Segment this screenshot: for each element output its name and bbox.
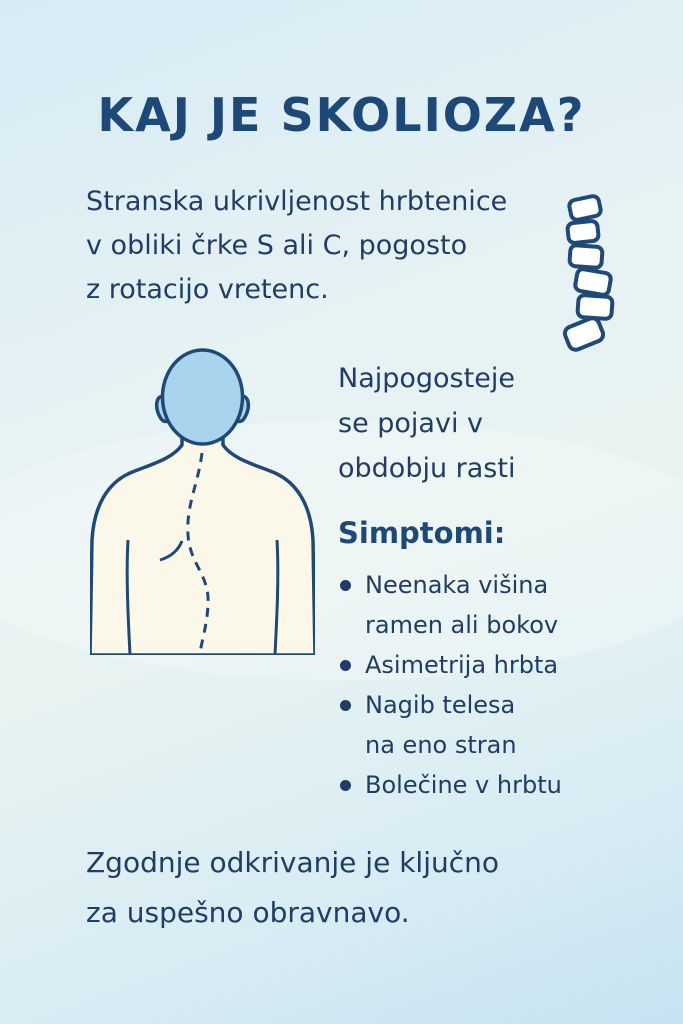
age-note <box>338 356 638 491</box>
symptom-line: Bolečine v hrbtu <box>365 771 562 799</box>
list-item <box>336 765 656 805</box>
symptom-line: na eno stran <box>365 731 517 759</box>
list-item <box>336 565 656 645</box>
definition-line: v obliki črke S ali C, pogosto <box>86 230 468 261</box>
bullet-icon <box>340 580 351 591</box>
symptom-line: Neenaka višina <box>365 571 549 599</box>
bullet-icon <box>340 700 351 711</box>
definition-text <box>86 180 556 312</box>
head-shape <box>163 350 243 444</box>
spine-icon <box>556 192 626 362</box>
bullet-icon <box>340 660 351 671</box>
human-back-illustration <box>90 345 315 655</box>
list-item <box>336 685 656 765</box>
symptoms-list <box>336 565 656 805</box>
conclusion-line: Zgodnje odkrivanje je ključno <box>86 846 499 879</box>
age-note-line: Najpogosteje <box>338 363 515 394</box>
conclusion-text <box>86 838 646 938</box>
definition-line: z rotacijo vretenc. <box>86 274 329 305</box>
symptoms-heading: Simptomi: <box>338 516 506 550</box>
symptom-line: Nagib telesa <box>365 691 516 719</box>
age-note-line: obdobju rasti <box>338 453 516 484</box>
age-note-line: se pojavi v <box>338 408 484 439</box>
conclusion-line: za uspešno obravnavo. <box>86 896 410 929</box>
symptom-line: Asimetrija hrbta <box>365 651 559 679</box>
bullet-icon <box>340 780 351 791</box>
symptom-line: ramen ali bokov <box>365 611 559 639</box>
page-title: KAJ JE SKOLIOZA? <box>97 88 586 142</box>
list-item <box>336 645 656 685</box>
definition-line: Stranska ukrivljenost hrbtenice <box>86 186 508 217</box>
